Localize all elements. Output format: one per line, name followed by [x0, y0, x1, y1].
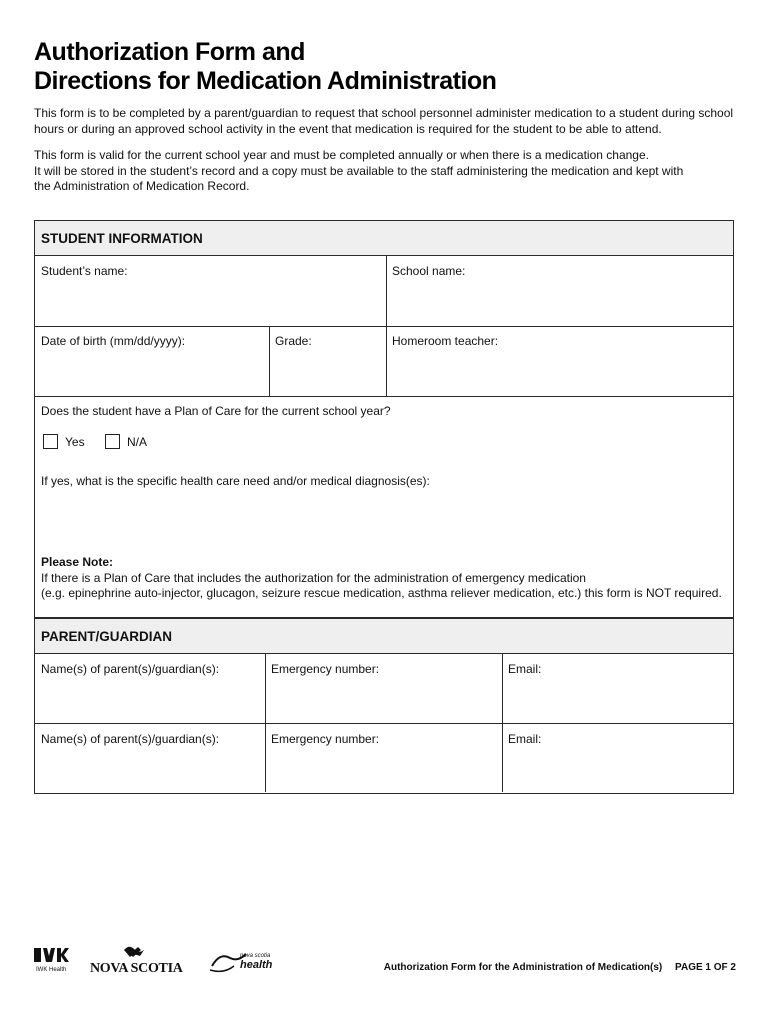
email-label: Email: [508, 732, 542, 746]
page-title [34, 38, 496, 96]
parent-name-label: Name(s) of parent(s)/guardian(s): [41, 732, 220, 746]
title-line-2: Directions for Medication Administration [34, 67, 497, 95]
homeroom-teacher-field[interactable] [386, 326, 732, 396]
intro-paragraph-2 [34, 148, 744, 195]
diagnosis-field[interactable] [35, 491, 732, 551]
student-name-field[interactable] [35, 256, 386, 326]
intro-paragraph-1: This form is to be completed by a parent/guardian to request that school personnel administer medication to a student during school hours or during an approved school activity in the event that medication is required for the student to be able to attend. [34, 106, 734, 136]
grade-field[interactable] [269, 326, 386, 396]
yes-checkbox[interactable] [43, 434, 58, 449]
note-heading: Please Note: [41, 555, 114, 569]
na-checkbox[interactable] [105, 434, 120, 449]
parent-guardian-heading: PARENT/GUARDIAN [35, 618, 733, 654]
footer-logos [34, 944, 284, 976]
footer [384, 962, 736, 973]
parent-name-label: Name(s) of parent(s)/guardian(s): [41, 662, 220, 676]
title-line-1: Authorization Form and [34, 38, 305, 66]
nova-scotia-health-logo [210, 953, 273, 971]
parent-name-field-2[interactable] [35, 724, 265, 792]
intro-p2-line-3: the Administration of Medication Record. [34, 179, 250, 193]
parent-guardian-section [34, 618, 734, 794]
note-line-1: If there is a Plan of Care that includes the authorization for the administration of emergency medication [41, 570, 586, 585]
date-of-birth-label: Date of birth (mm/dd/yyyy): [41, 334, 186, 348]
student-name-label: Student’s name: [41, 264, 128, 278]
plan-of-care-question: Does the student have a Plan of Care for the current school year? [41, 404, 391, 418]
grade-label: Grade: [275, 334, 312, 348]
emergency-number-label: Emergency number: [271, 662, 380, 676]
homeroom-teacher-label: Homeroom teacher: [392, 334, 499, 348]
student-information-section [34, 220, 734, 618]
emergency-number-label: Emergency number: [271, 732, 380, 746]
nova-scotia-logo [90, 947, 184, 976]
student-information-heading: STUDENT INFORMATION [35, 221, 733, 256]
na-label: N/A [127, 435, 148, 449]
page-number: PAGE 1 OF 2 [675, 962, 736, 973]
parent-name-field-1[interactable] [35, 654, 265, 724]
note-line-2: (e.g. epinephrine auto-injector, glucagon, seizure rescue medication, asthma reliever medication, etc.) this form is NOT required. [41, 586, 722, 600]
email-label: Email: [508, 662, 542, 676]
please-note [41, 555, 731, 602]
intro-p2-line-2: It will be stored in the student’s record and a copy must be available to the staff administering the medication and kept with [34, 163, 684, 178]
email-field-2[interactable] [502, 724, 732, 792]
yes-label: Yes [65, 435, 85, 449]
intro-p2-line-1: This form is valid for the current school year and must be completed annually or when there is a medication change. [34, 148, 649, 162]
school-name-label: School name: [392, 264, 466, 278]
svg-text:nova scotia: nova scotia [240, 953, 271, 959]
diagnosis-question: If yes, what is the specific health care need and/or medical diagnosis(es): [41, 474, 430, 488]
footer-form-title: Authorization Form for the Administration of Medication(s) [383, 962, 663, 973]
emergency-number-field-1[interactable] [265, 654, 502, 724]
email-field-1[interactable] [502, 654, 732, 724]
iwk-health-logo [34, 948, 69, 973]
date-of-birth-field[interactable] [35, 326, 269, 396]
emergency-number-field-2[interactable] [265, 724, 502, 792]
divider [35, 396, 733, 397]
svg-text:NOVA SCOTIA: NOVA SCOTIA [90, 961, 183, 976]
svg-text:health: health [240, 959, 273, 971]
svg-text:IWK Health: IWK Health [36, 967, 67, 973]
school-name-field[interactable] [386, 256, 732, 326]
